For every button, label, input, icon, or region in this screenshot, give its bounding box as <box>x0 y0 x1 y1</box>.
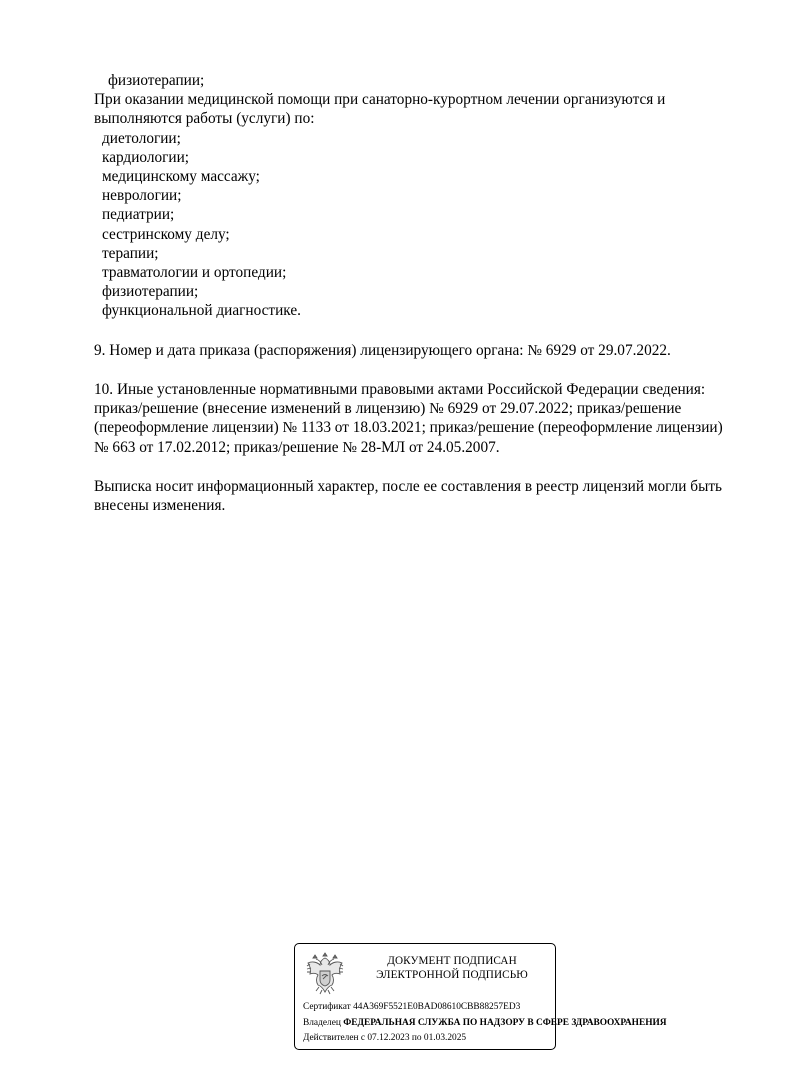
list-item: педиатрии; <box>102 206 175 223</box>
validity-row: Действителен с 07.12.2023 по 01.03.2025 <box>303 1033 467 1043</box>
section-10-text: № 663 от 17.02.2012; приказ/решение № 28-МЛ от 24.05.2007. <box>94 439 500 456</box>
section-10-text: (переоформление лицензии) № 1133 от 18.03.2021; приказ/решение (переоформление лицензии) <box>94 419 723 436</box>
section-10-text: 10. Иные установленные нормативными правовыми актами Российской Федерации сведения: <box>94 381 706 398</box>
stamp-title-line-2: ЭЛЕКТРОННОЙ ПОДПИСЬЮ <box>376 969 528 981</box>
stamp-title-line-1: ДОКУМЕНТ ПОДПИСАН <box>387 955 517 967</box>
russian-coat-of-arms-icon <box>304 949 346 997</box>
list-item: неврологии; <box>102 187 182 204</box>
disclaimer-text: Выписка носит информационный характер, после ее составления в реестр лицензий могли быть <box>94 478 723 495</box>
list-item: физиотерапии; <box>102 283 199 300</box>
list-item: сестринскому делу; <box>102 226 230 243</box>
disclaimer-text: внесены изменения. <box>94 497 226 514</box>
owner-row <box>303 1017 667 1029</box>
list-item: медицинскому массажу; <box>102 168 260 185</box>
electronic-signature-stamp <box>294 943 667 1050</box>
list-item: терапии; <box>102 245 159 262</box>
list-item: диетологии; <box>102 130 181 147</box>
text-line: выполняются работы (услуги) по: <box>94 110 315 127</box>
certificate-row <box>303 1001 520 1013</box>
stamp-title <box>355 954 549 982</box>
list-item: функциональной диагностике. <box>102 302 301 319</box>
certificate-value: 44A369F5521E0BAD08610CBB88257ED3 <box>353 1002 521 1012</box>
owner-value: ФЕДЕРАЛЬНАЯ СЛУЖБА ПО НАДЗОРУ В СФЕРЕ ЗДРАВООХРАНЕНИЯ <box>343 1018 667 1028</box>
certificate-label: Сертификат <box>303 1002 351 1012</box>
section-10-text: приказ/решение (внесение изменений в лицензию) № 6929 от 29.07.2022; приказ/решение <box>94 400 682 417</box>
list-item: травматологии и ортопедии; <box>102 264 287 281</box>
text-line: физиотерапии; <box>108 72 205 89</box>
owner-label: Владелец <box>303 1018 341 1028</box>
text-line: При оказании медицинской помощи при санаторно-курортном лечении организуются и <box>94 91 666 108</box>
list-item: кардиологии; <box>102 149 190 166</box>
section-9-text: 9. Номер и дата приказа (распоряжения) лицензирующего органа: № 6929 от 29.07.2022. <box>94 342 671 359</box>
